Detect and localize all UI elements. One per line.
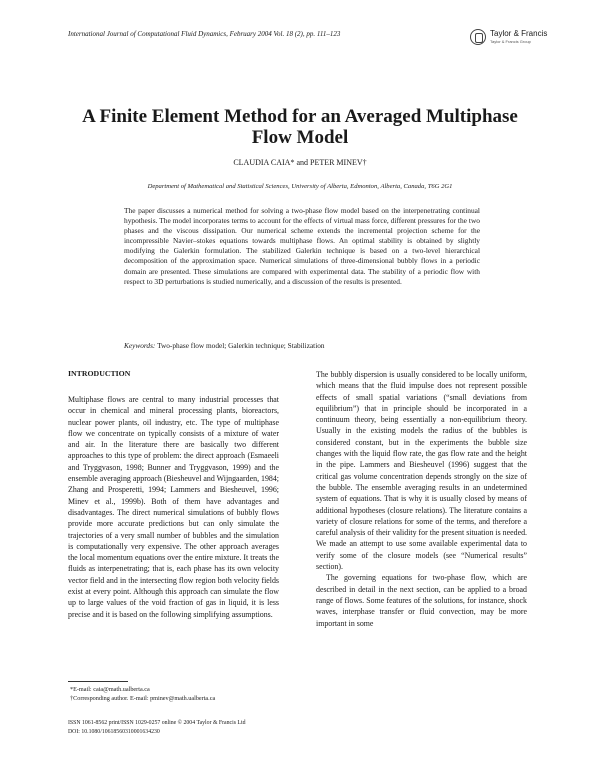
right-column xyxy=(316,369,527,629)
publisher-logo-icon xyxy=(470,29,486,45)
footnote-divider xyxy=(68,681,128,682)
publisher-logo xyxy=(470,27,560,49)
paper-title xyxy=(60,106,540,148)
body-paragraph: The bubbly dispersion is usually considered to be locally uniform, which means that the fluid impulse does not represent possible effects of small spatial variations (“small deviations from equilibrium”) that in principle should be incorporated in a continuum theory, being essentially a non-equilibrium theory. Usually in the existing models the radius of the bubbles is considered constant, but in the experiments the bubble size changes with the liquid flow rate, the gas flow rate and the height in the pipe. Lammers and Biesheuvel (1996) suggest that the critical gas volume concentration depends strongly on the size of the bubble. The ensemble averaging results in an undetermined system of equations. That is why it is usually closed by means of additional hypotheses (closure relations). The literature contains a variety of closure relations for some of the terms, and therefore a careful analysis of their validity for the present situation is needed. We made an attempt to use some available experimental data to verify some of the closure models (see “Numerical results” section). xyxy=(316,370,527,572)
footnotes xyxy=(70,686,215,703)
body-paragraph: Multiphase flows are central to many industrial processes that occur in chemical and mineral processing plants, bioreactors, nuclear power plants, oil industry, etc. The type of multiphase flow we concentrate on typically consists of a mixture of water and air. In the literature there are basically two different approaches to this type of problem: the direct approach (Esmaeeli and Tryggvason, 1998; Bunner and Tryggvason, 1999) and the ensemble averaging approach (Biesheuvel and Wijngaarden, 1984; Zhang and Prosperetti, 1994; Lammers and Biesheuvel, 1996; Minev et al., 1999b). Both of them have advantages and disadvantages. The direct numerical simulations of bubbly flows provide more accurate predictions but can only simulate the trajectories of a very small number of bubbles and the simulation is computationally very expensive. The other approach averages the local momentum equations over the entire mixture. It treats the fluids as interpenetrating; that is, each phase has its own velocity vector field and in the intersecting flow region both velocity fields exist at every point. Although this approach can simulate the flow up to large values of the void fraction of gas in liquid, it is less precise and it is based on the following simplifying assumptions. xyxy=(68,395,279,619)
section-heading-introduction: INTRODUCTION xyxy=(68,369,131,378)
left-column xyxy=(68,369,279,620)
publisher-subname: Taylor & Francis Group xyxy=(490,39,531,44)
paper-title-line-2: Flow Model xyxy=(251,127,349,148)
keywords-text: Two-phase flow model; Galerkin technique; Stabilization xyxy=(157,341,325,350)
abstract: The paper discusses a numerical method for solving a two-phase flow model based on the interpenetrating continual hypothesis. The model incorporates terms to account for the effects of virtual mass force, different pressures for the two phases and the viscous dissipation. Our numerical scheme extends the incremental projection scheme for the incompressible Navier–stokes equations towards multiphase flows. An optimal stability is obtained by slightly modifying the Galerkin formulation. The stabilized Galerkin technique is based on a two-level hierarchical decomposition of the approximation space. Numerical simulations of three-dimensional bubbly flows in a periodic domain are presented. These simulations are compared with experimental data. The stability of a periodic flow with respect to 3D perturbations is studied numerically, and a discussion of the results is presented. xyxy=(124,206,480,286)
affiliation: Department of Mathematical and Statistical Sciences, University of Alberta, Edmonton, Alberta, Canada, T6G 2G1 xyxy=(147,183,453,190)
issn-doi-block xyxy=(68,719,245,736)
footnote-corresponding-author: †Corresponding author. E-mail: pminev@math.ualberta.ca xyxy=(70,694,216,702)
keywords xyxy=(124,341,480,350)
body-paragraph: The governing equations for two-phase flow, which are described in detail in the next section, can be applied to a broad range of flows. Some features of the solutions, for instance, shock waves, interphase transfer or fluid convection, may be more important in some xyxy=(316,573,527,628)
keywords-label: Keywords: xyxy=(124,341,156,350)
issn-line: ISSN 1061-8562 print/ISSN 1029-0257 online © 2004 Taylor & Francis Ltd xyxy=(68,720,246,726)
publisher-name: Taylor & Francis xyxy=(490,29,548,38)
authors: CLAUDIA CAIA* and PETER MINEV† xyxy=(233,158,367,167)
running-head: International Journal of Computational Fluid Dynamics, February 2004 Vol. 18 (2), pp. 111–123 xyxy=(68,30,341,38)
doi-line: DOI: 10.1080/10618560310001634230 xyxy=(68,728,160,735)
paper-title-line-1: A Finite Element Method for an Averaged Multiphase xyxy=(82,106,518,127)
footnote-email: *E-mail: caia@math.ualberta.ca xyxy=(70,686,150,693)
